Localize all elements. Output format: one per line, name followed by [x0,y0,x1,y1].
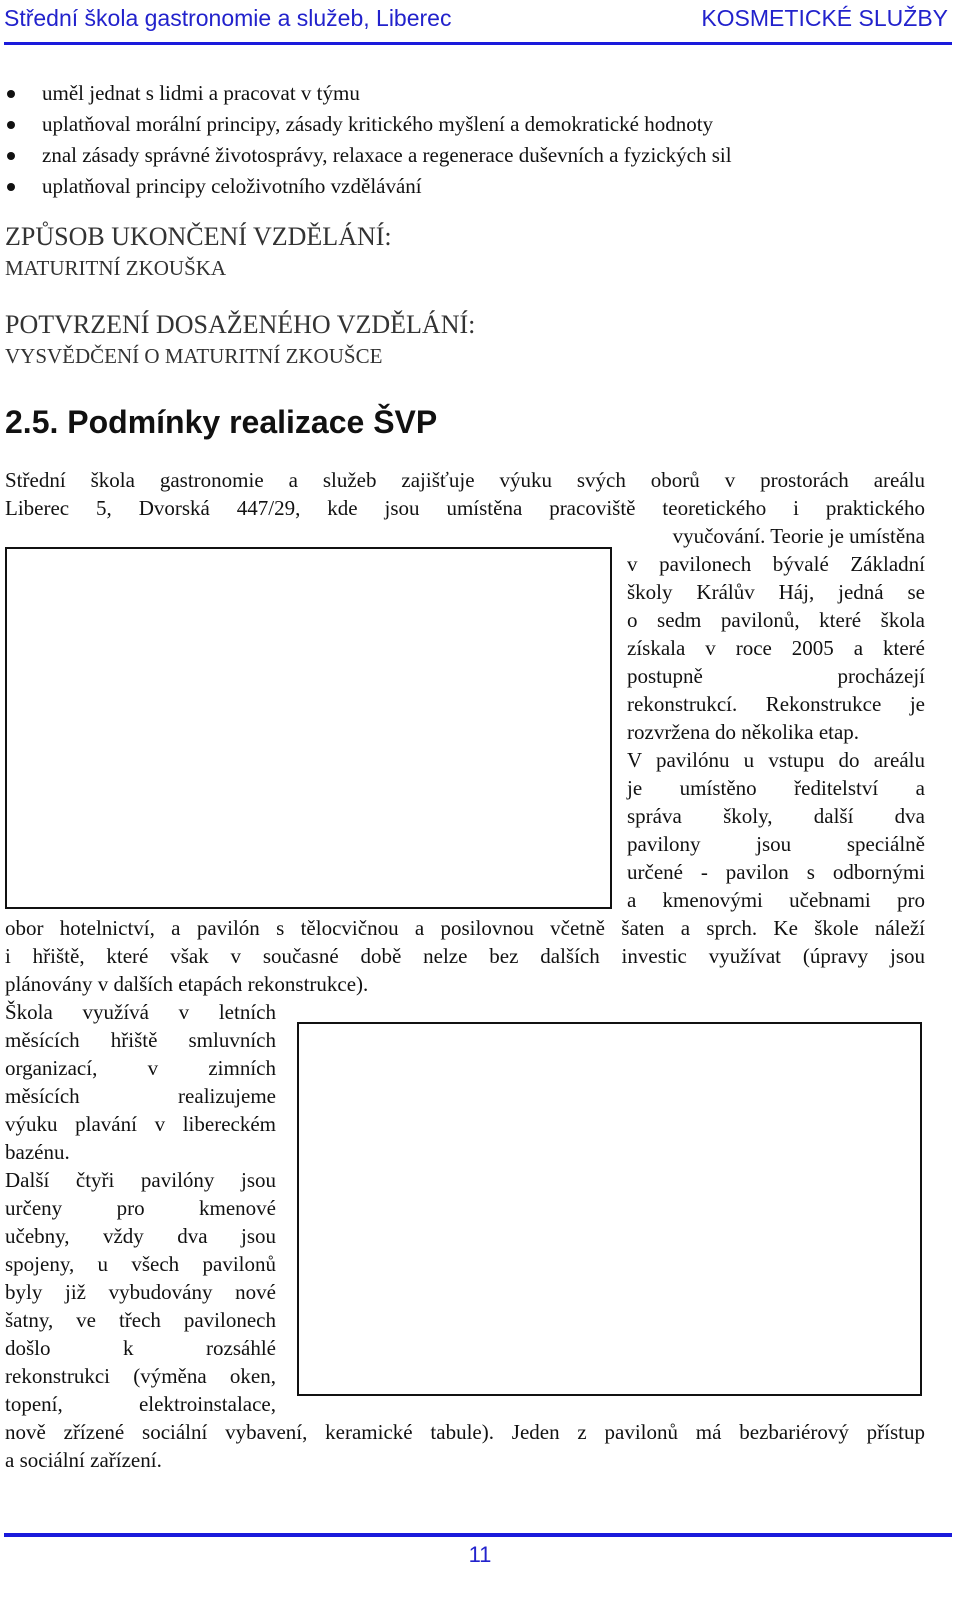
bullet-icon [7,121,15,129]
school-name: Střední škola gastronomie a služeb, Liberec [4,5,452,31]
paragraph-classrooms: nově zřízené sociální vybavení, keramické tabule). Jeden z pavilonů má bezbariérový přístup a sociální zařízení. [5,1420,925,1472]
bullet-icon [7,152,15,160]
list-item: znal zásady správné životosprávy, relaxace a regenerace duševních a fyzických sil [0,141,732,172]
list-item: uměl jednat s lidmi a pracovat v týmu [0,79,732,110]
paragraph-intro-wrap: vyučování. Teorie je umístěna v pavilonech bývalé Základní školy Králův Háj, jedná se o sedm pavilonů, které škola získala v roce 2005 a které postupně procházejí rekonstrukcí. Rekonstrukce je rozvržena do několika etap. [627,524,925,744]
list-item: uplatňoval morální principy, zásady kritického myšlení a demokratické hodnoty [0,110,732,141]
completion-value: MATURITNÍ ZKOUŠKA [5,256,227,280]
bullet-icon [7,183,15,191]
section-title: 2.5. Podmínky realizace ŠVP [5,404,438,440]
paragraph-pavilions: obor hotelnictví, a pavilón s tělocvičnou a posilovnou včetně šaten a sprch. Ke škole náleží i hřiště, které však v současné době nelze bez dalších investic využívat (úpravy jsou plánovány v dalších etapách rekonstrukce). [5,916,925,996]
campus-photo [5,547,612,909]
list-item: uplatňoval principy celoživotního vzdělávání [0,172,732,203]
certificate-value: VYSVĚDČENÍ O MATURITNÍ ZKOUŠCE [5,344,383,368]
completion-heading: ZPŮSOB UKONČENÍ VZDĚLÁNÍ: [5,222,392,251]
paragraph-sports: Škola využívá v letních měsících hřiště smluvních organizací, v zimních měsících realizujeme výuku plavání v libereckém bazénu. [5,1000,276,1164]
competency-list [0,79,732,203]
paragraph-pavilions-wrap: V pavilónu u vstupu do areálu je umístěno ředitelství a správa školy, další dva pavilony jsou speciálně určené - pavilon s odbornými a kmenovými učebnami pro [627,748,925,912]
building-photo [297,1022,922,1396]
program-name: KOSMETICKÉ SLUŽBY [701,5,948,31]
paragraph-classrooms-wrap: Další čtyři pavilóny jsou určeny pro kmenové učebny, vždy dva jsou spojeny, u všech pavilonů byly již vybudovány nové šatny, ve třech pavilonech došlo k rozsáhlé rekonstrukci (výměna oken, topení, elektroinstalace, [5,1168,276,1416]
footer-divider [4,1533,952,1537]
page-number: 11 [468,1542,492,1567]
certificate-heading: POTVRZENÍ DOSAŽENÉHO VZDĚLÁNÍ: [5,310,476,339]
page-header [4,0,952,45]
paragraph-intro: Střední škola gastronomie a služeb zajišťuje výuku svých oborů v prostorách areálu Liberec 5, Dvorská 447/29, kde jsou umístěna pracoviště teoretického i praktického [5,468,925,520]
bullet-icon [7,90,15,98]
